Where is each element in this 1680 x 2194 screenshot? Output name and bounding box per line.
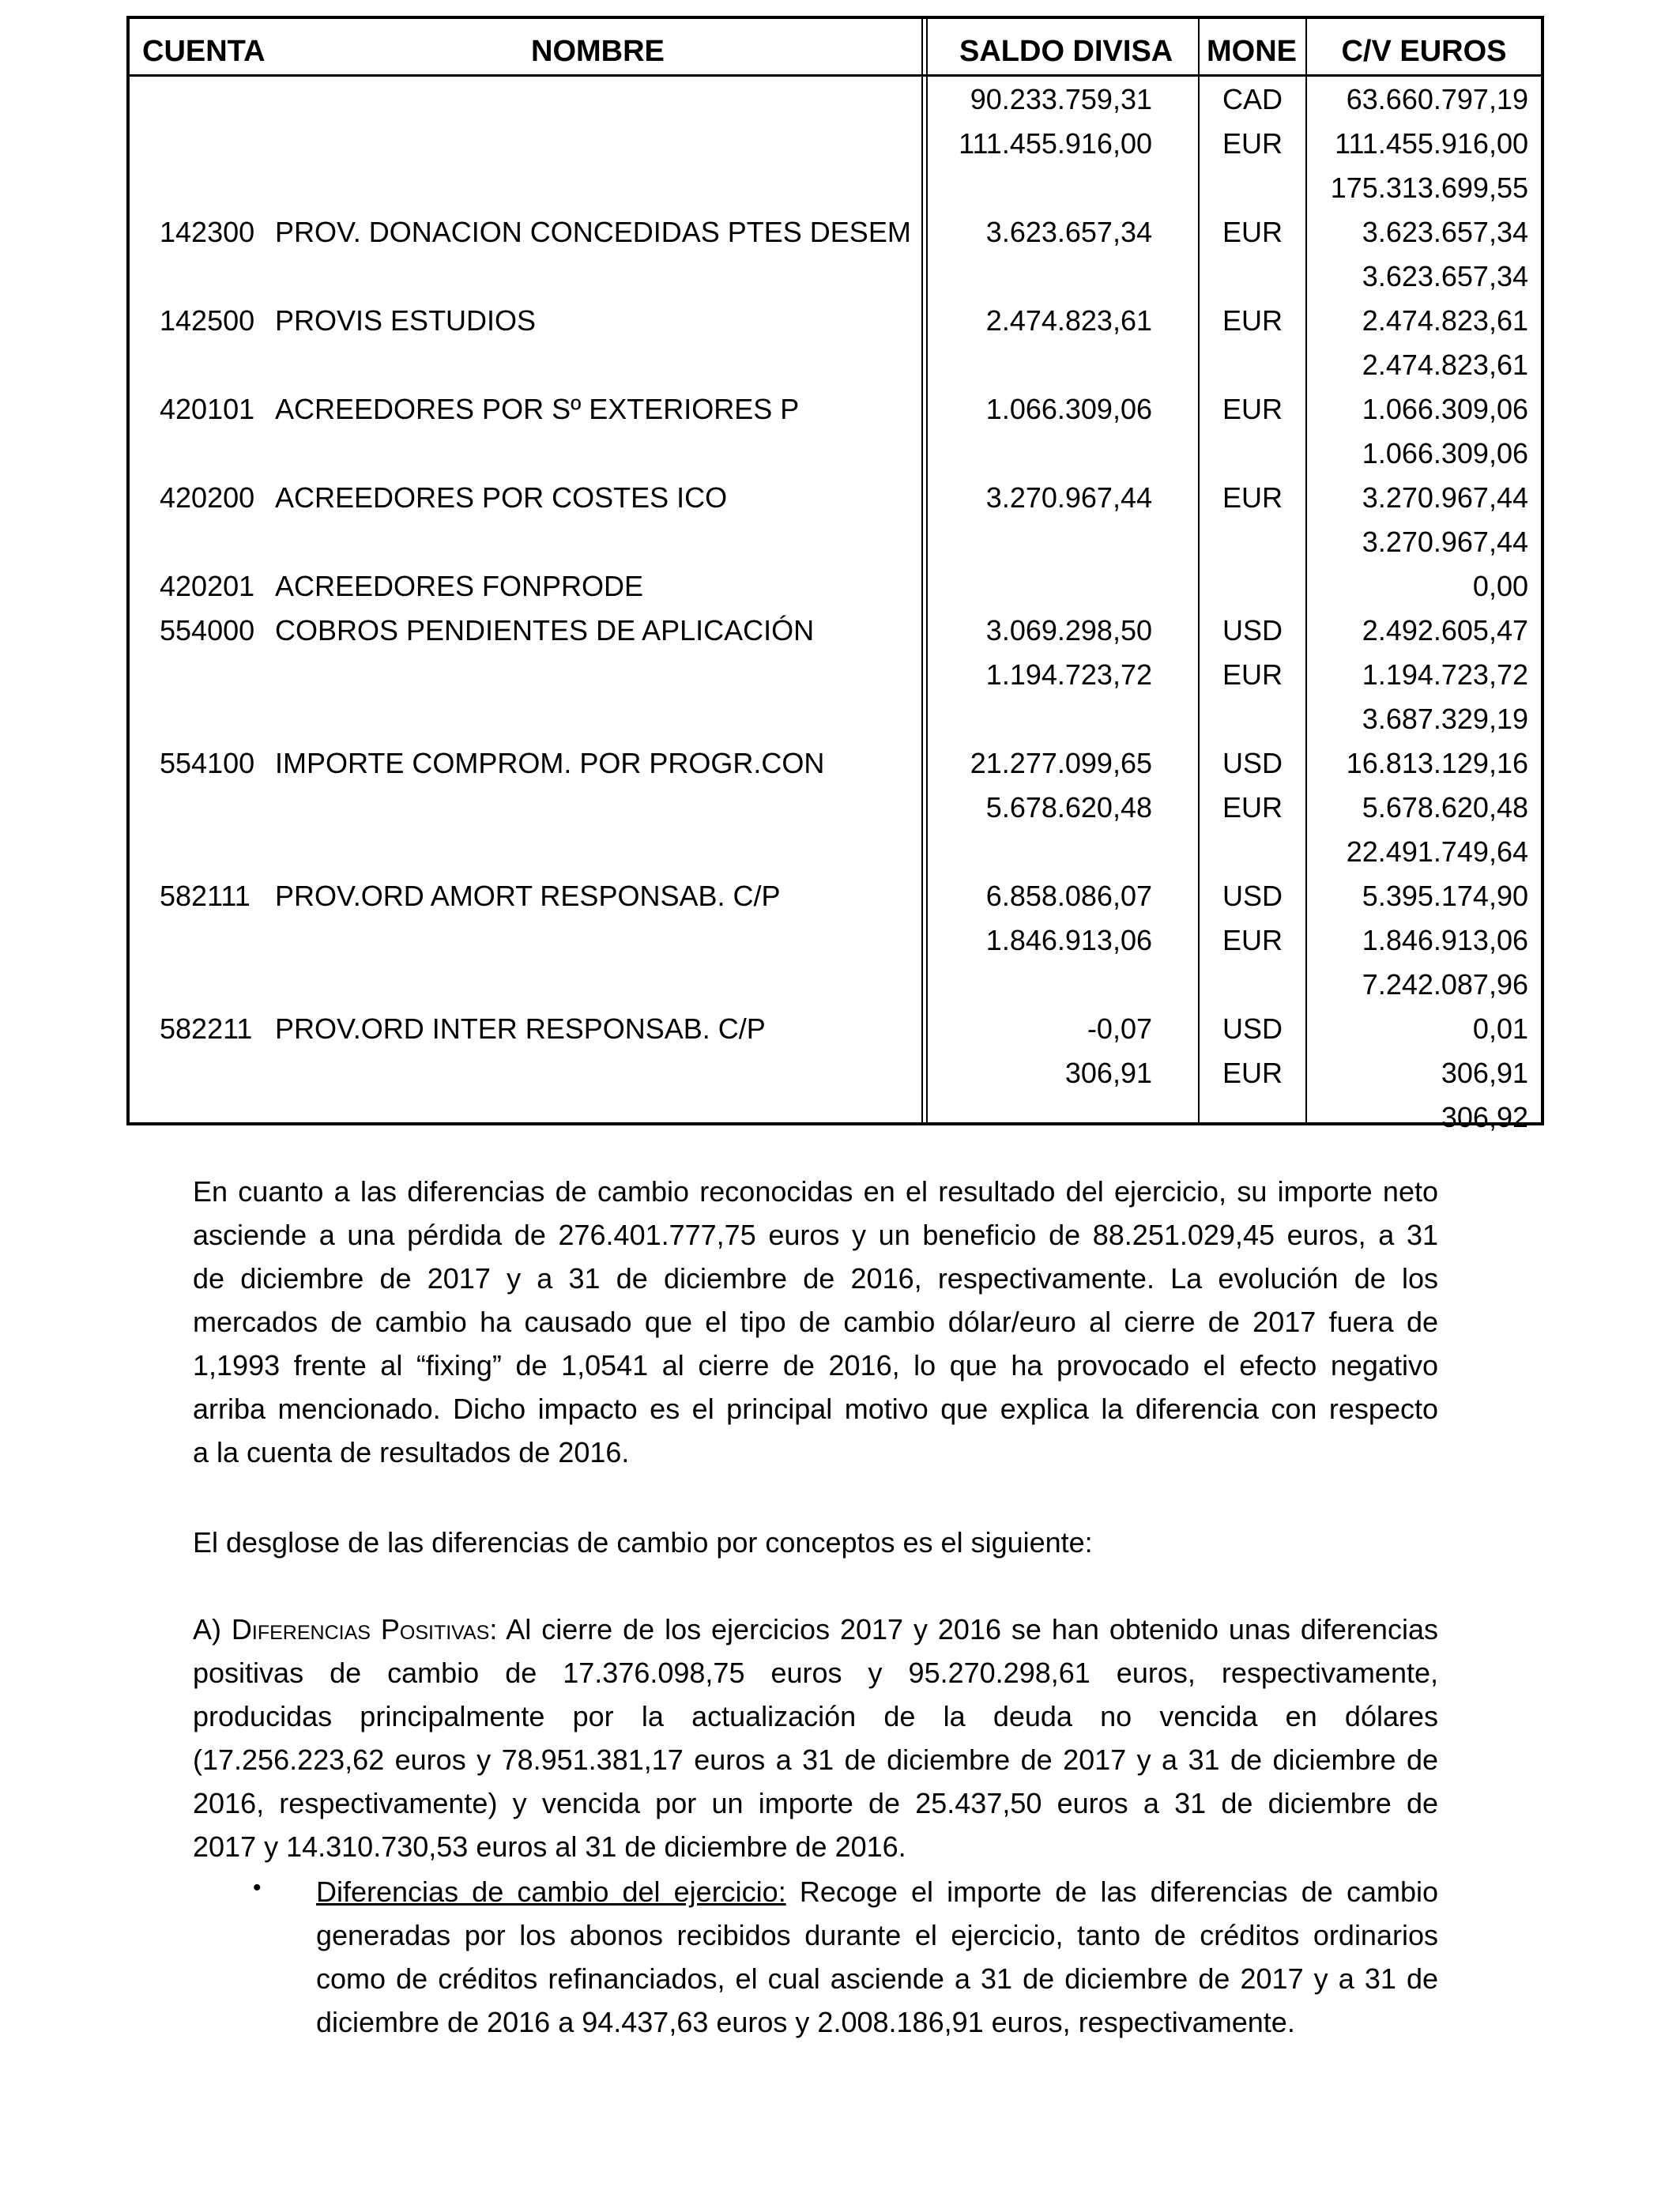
cell-cv-euros: 7.242.087,96	[1362, 968, 1528, 1001]
bullet-point: •	[253, 1875, 262, 1901]
table-row	[130, 697, 1541, 741]
cell-nombre: ACREEDORES FONPRODE	[275, 570, 644, 602]
cell-moneda: EUR	[1222, 393, 1283, 425]
cell-cv-euros: 306,92	[1441, 1101, 1528, 1133]
cell-cv-euros: 3.270.967,44	[1362, 526, 1528, 558]
cell-moneda: USD	[1222, 880, 1283, 912]
cell-cv-euros: 3.270.967,44	[1362, 481, 1528, 514]
bullet-item-exercise-differences	[316, 1870, 1438, 2044]
paragraph-line: mercados de cambio ha causado que el tipo de cambio dólar/euro al cierre de 2017 fuera de	[193, 1306, 1438, 1338]
table-row	[130, 1007, 1541, 1051]
cell-cv-euros: 5.678.620,48	[1362, 791, 1528, 824]
table-row	[130, 210, 1541, 254]
cell-cv-euros: 2.474.823,61	[1362, 349, 1528, 381]
paragraph-line: generadas por los abonos recibidos durante el ejercicio, tanto de créditos ordinarios	[316, 1919, 1438, 1951]
paragraph-line: como de créditos refinanciados, el cual asciende a 31 de diciembre de 2017 y a 31 de	[316, 1962, 1438, 1995]
cell-cuenta: 142300	[160, 216, 255, 248]
paragraph-line: positivas de cambio de 17.376.098,75 euros y 95.270.298,61 euros, respectivamente,	[193, 1657, 1438, 1689]
cell-saldo-divisa: 90.233.759,31	[970, 83, 1152, 115]
table-row	[130, 741, 1541, 786]
header-cuenta: CUENTA	[142, 35, 266, 68]
bullet-text: Recoge el importe de las diferencias de cambio	[785, 1875, 1438, 1908]
table-row	[130, 1095, 1541, 1140]
table-row	[130, 963, 1541, 1007]
cell-saldo-divisa: 6.858.086,07	[985, 880, 1152, 912]
paragraph-line: 2016, respectivamente) y vencida por un importe de 25.437,50 euros a 31 de diciembre de	[193, 1787, 1438, 1819]
cell-nombre: PROV.ORD AMORT RESPONSAB. C/P	[275, 880, 781, 912]
cell-cv-euros: 1.194.723,72	[1362, 658, 1528, 691]
header-divider	[130, 74, 1541, 77]
table-row	[130, 786, 1541, 830]
paragraph-line: En cuanto a las diferencias de cambio reconocidas en el resultado del ejercicio, su importe neto	[193, 1175, 1438, 1208]
section-heading: Diferencias Positivas	[231, 1613, 490, 1646]
paragraph-positive-differences	[193, 1608, 1438, 1868]
cell-cuenta: 582211	[160, 1012, 253, 1045]
cell-saldo-divisa: 2.474.823,61	[985, 304, 1152, 337]
cell-saldo-divisa: 3.069.298,50	[985, 614, 1152, 647]
table-row	[130, 520, 1541, 564]
section-text: : Al cierre de los ejercicios 2017 y 2016 se han obtenido unas diferencias	[489, 1613, 1438, 1646]
cell-moneda: EUR	[1222, 1057, 1283, 1089]
table-row	[130, 653, 1541, 697]
cell-cv-euros: 0,01	[1472, 1012, 1528, 1045]
cell-cuenta: 420201	[160, 570, 255, 602]
paragraph-line: 2017 y 14.310.730,53 euros al 31 de diciembre de 2016.	[193, 1830, 906, 1863]
cell-saldo-divisa: 3.270.967,44	[985, 481, 1152, 514]
cell-nombre: IMPORTE COMPROM. POR PROGR.CON	[275, 747, 825, 779]
cell-cv-euros: 3.623.657,34	[1362, 216, 1528, 248]
cell-saldo-divisa: -0,07	[1087, 1012, 1152, 1045]
cell-saldo-divisa: 3.623.657,34	[985, 216, 1152, 248]
cell-moneda: EUR	[1222, 791, 1283, 824]
cell-moneda: EUR	[1222, 924, 1283, 956]
paragraph-line: producidas principalmente por la actualización de la deuda no vencida en dólares	[193, 1700, 1438, 1732]
header-cv-euros: C/V EUROS	[1341, 35, 1507, 68]
cell-moneda: USD	[1222, 747, 1283, 779]
cell-cuenta: 142500	[160, 304, 255, 337]
cell-cv-euros: 306,91	[1441, 1057, 1528, 1089]
cell-moneda: EUR	[1222, 127, 1283, 160]
cell-nombre: PROV.ORD INTER RESPONSAB. C/P	[275, 1012, 766, 1045]
cell-nombre: PROV. DONACION CONCEDIDAS PTES DESEM	[275, 216, 911, 248]
cell-saldo-divisa: 5.678.620,48	[985, 791, 1152, 824]
table-row	[130, 432, 1541, 476]
paragraph-line: arriba mencionado. Dicho impacto es el principal motivo que explica la diferencia con respecto	[193, 1393, 1438, 1425]
table-row	[130, 166, 1541, 210]
cell-cv-euros: 2.474.823,61	[1362, 304, 1528, 337]
paragraph-line	[193, 1608, 1438, 1651]
paragraph-line: El desglose de las diferencias de cambio por conceptos es el siguiente:	[193, 1526, 1093, 1559]
cell-nombre: PROVIS ESTUDIOS	[275, 304, 537, 337]
cell-saldo-divisa: 1.066.309,06	[985, 393, 1152, 425]
cell-cv-euros: 16.813.129,16	[1346, 747, 1528, 779]
cell-cv-euros: 63.660.797,19	[1346, 83, 1528, 115]
section-prefix: A)	[193, 1613, 232, 1646]
cell-moneda: EUR	[1222, 481, 1283, 514]
header-nombre: NOMBRE	[531, 35, 665, 68]
cell-moneda: EUR	[1222, 304, 1283, 337]
cell-cuenta: 554000	[160, 614, 255, 647]
cell-saldo-divisa: 21.277.099,65	[970, 747, 1152, 779]
cell-cv-euros: 2.492.605,47	[1362, 614, 1528, 647]
table-row	[130, 476, 1541, 520]
table-row	[130, 609, 1541, 653]
cell-cv-euros: 1.066.309,06	[1362, 437, 1528, 469]
cell-cuenta: 582111	[160, 880, 250, 912]
cell-moneda: USD	[1222, 614, 1283, 647]
cell-cv-euros: 5.395.174,90	[1362, 880, 1528, 912]
table-row	[130, 122, 1541, 166]
table-row	[130, 343, 1541, 387]
cell-cuenta: 420101	[160, 393, 255, 425]
table-row	[130, 874, 1541, 918]
header-moneda: MONE	[1207, 35, 1297, 68]
cell-cv-euros: 175.313.699,55	[1330, 172, 1528, 204]
paragraph-line	[316, 1870, 1438, 1913]
cell-cv-euros: 3.687.329,19	[1362, 703, 1528, 735]
cell-cv-euros: 0,00	[1472, 570, 1528, 602]
table-row	[130, 830, 1541, 874]
cell-moneda: EUR	[1222, 658, 1283, 691]
cell-saldo-divisa: 306,91	[1064, 1057, 1152, 1089]
cell-cv-euros: 3.623.657,34	[1362, 260, 1528, 292]
paragraph-exchange-differences	[193, 1170, 1438, 1474]
paragraph-line: de diciembre de 2017 y a 31 de diciembre de 2016, respectivamente. La evolución de los	[193, 1262, 1438, 1295]
paragraph-line: a la cuenta de resultados de 2016.	[193, 1436, 630, 1468]
cell-nombre: ACREEDORES POR Sº EXTERIORES P	[275, 393, 800, 425]
cell-saldo-divisa: 1.846.913,06	[985, 924, 1152, 956]
cell-moneda: CAD	[1222, 83, 1283, 115]
table-row	[130, 77, 1541, 122]
cell-cuenta: 554100	[160, 747, 255, 779]
cell-nombre: ACREEDORES POR COSTES ICO	[275, 481, 728, 514]
table-row	[130, 564, 1541, 609]
paragraph-line: diciembre de 2016 a 94.437,63 euros y 2.008.186,91 euros, respectivamente.	[316, 2006, 1295, 2038]
cell-cv-euros: 111.455.916,00	[1335, 127, 1528, 160]
header-saldo-divisa: SALDO DIVISA	[959, 35, 1173, 68]
table-row	[130, 299, 1541, 343]
cell-saldo-divisa: 111.455.916,00	[959, 127, 1152, 160]
accounts-table	[126, 16, 1544, 1133]
cell-moneda: EUR	[1222, 216, 1283, 248]
cell-moneda: USD	[1222, 1012, 1283, 1045]
paragraph-breakdown-intro	[193, 1521, 1438, 1564]
cell-saldo-divisa: 1.194.723,72	[985, 658, 1152, 691]
cell-cv-euros: 1.066.309,06	[1362, 393, 1528, 425]
table-row	[130, 918, 1541, 963]
cell-cuenta: 420200	[160, 481, 255, 514]
cell-nombre: COBROS PENDIENTES DE APLICACIÓN	[275, 614, 815, 647]
bullet-title: Diferencias de cambio del ejercicio:	[316, 1875, 786, 1908]
cell-cv-euros: 22.491.749,64	[1346, 835, 1528, 868]
cell-cv-euros: 1.846.913,06	[1362, 924, 1528, 956]
table-row	[130, 254, 1541, 299]
paragraph-line: 1,1993 frente al “fixing” de 1,0541 al cierre de 2016, lo que ha provocado el efecto negativo	[193, 1349, 1438, 1382]
paragraph-line: (17.256.223,62 euros y 78.951.381,17 euros a 31 de diciembre de 2017 y a 31 de diciembre de	[193, 1744, 1438, 1776]
table-row	[130, 1051, 1541, 1095]
paragraph-line: asciende a una pérdida de 276.401.777,75 euros y un beneficio de 88.251.029,45 euros, a 31	[193, 1219, 1438, 1251]
table-row	[130, 387, 1541, 432]
